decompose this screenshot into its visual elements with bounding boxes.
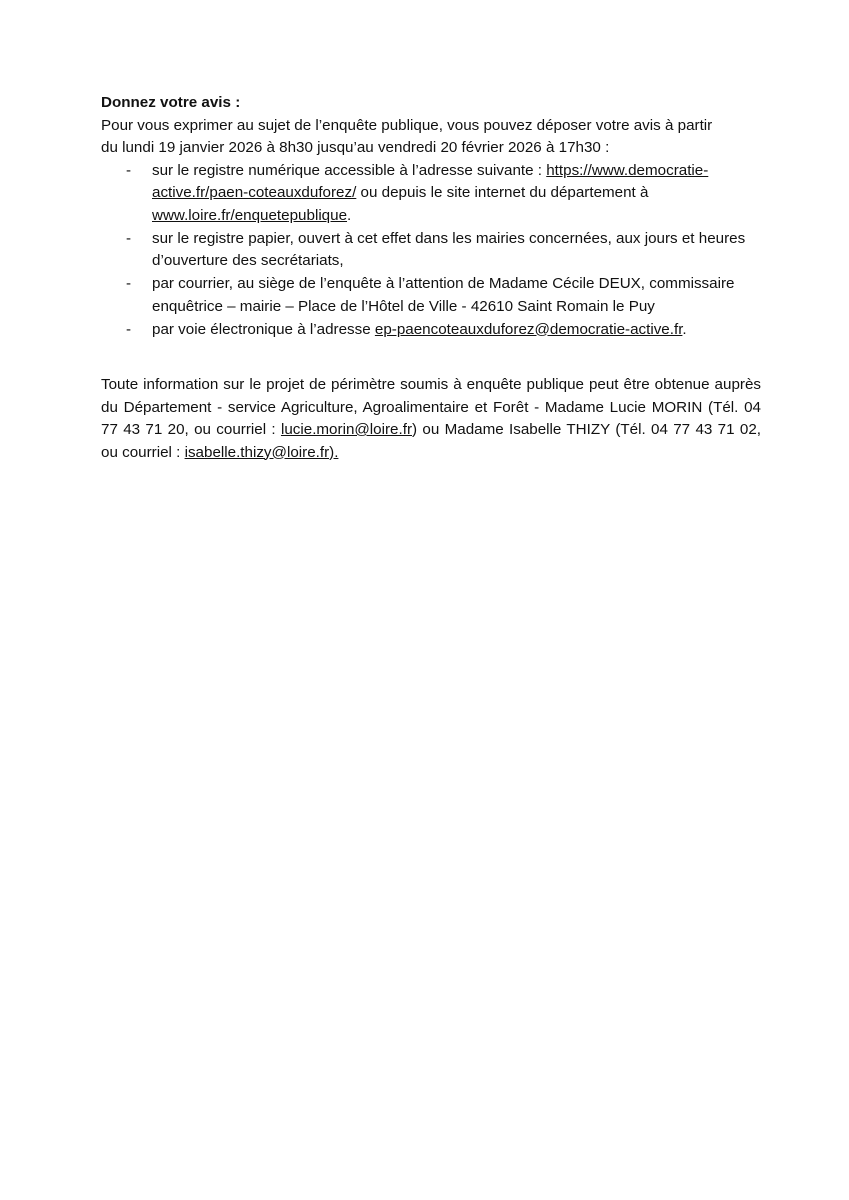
email-enquete-link[interactable]: ep-paencoteauxduforez@democratie-active.fr — [374, 320, 683, 338]
list-item-registre-papier — [101, 228, 761, 273]
list-item-courrier — [101, 273, 761, 318]
info-text: Toute information sur le projet de périmètre soumis à enquête publique peut être obtenue auprès du Département - service Agriculture, Agroalimentaire et Forêt - Madame Lucie MORIN (Tél. 04 77 43 71 20, ou courriel : — [101, 376, 761, 438]
list-text: . — [347, 206, 352, 224]
info-text: ) ou Madame Isabelle THIZY (Tél. 04 77 43 71 02, ou courriel : — [101, 421, 761, 461]
document-page — [101, 92, 761, 464]
intro-paragraph — [101, 115, 761, 160]
section-heading: Donnez votre avis : — [101, 94, 241, 111]
loire-enquete-link[interactable]: www.loire.fr/enquetepublique — [152, 206, 348, 224]
list-dash: - — [126, 161, 132, 179]
list-dash: - — [126, 229, 132, 247]
list-text: . — [682, 320, 687, 338]
list-text: sur le registre numérique accessible à l’adresse suivante : — [152, 161, 547, 179]
list-text: ou depuis le site internet du département à — [356, 184, 649, 201]
list-dash: - — [126, 275, 132, 292]
list-text: sur le registre papier, ouvert à cet effet dans les mairies concernées, aux jours et heures d’ouverture des secrétariats, — [152, 229, 746, 269]
list-item-electronique — [101, 319, 761, 342]
democratie-active-link[interactable]: https://www.democratie-active.fr/paen-coteauxduforez/ — [152, 161, 709, 201]
email-lucie-morin-link[interactable]: lucie.morin@loire.fr — [280, 421, 412, 438]
list-item-registre-numerique — [101, 160, 761, 228]
list-dash: - — [126, 320, 132, 338]
intro-line-1: Pour vous exprimer au sujet de l’enquête publique, vous pouvez déposer votre avis à partir — [101, 116, 713, 134]
intro-line-2: du lundi 19 janvier 2026 à 8h30 jusqu’au vendredi 20 février 2026 à 17h30 : — [101, 139, 610, 156]
information-paragraph — [101, 374, 761, 464]
list-text: par voie électronique à l’adresse — [152, 320, 375, 338]
list-text: par courrier, au siège de l’enquête à l’attention de Madame Cécile DEUX, commissaire enquêtrice – mairie – Place de l’Hôtel de Ville - 42610 Saint Romain le Puy — [152, 275, 735, 315]
email-isabelle-thizy-link[interactable]: isabelle.thizy@loire.fr). — [184, 443, 339, 461]
submission-methods-list — [101, 160, 761, 342]
